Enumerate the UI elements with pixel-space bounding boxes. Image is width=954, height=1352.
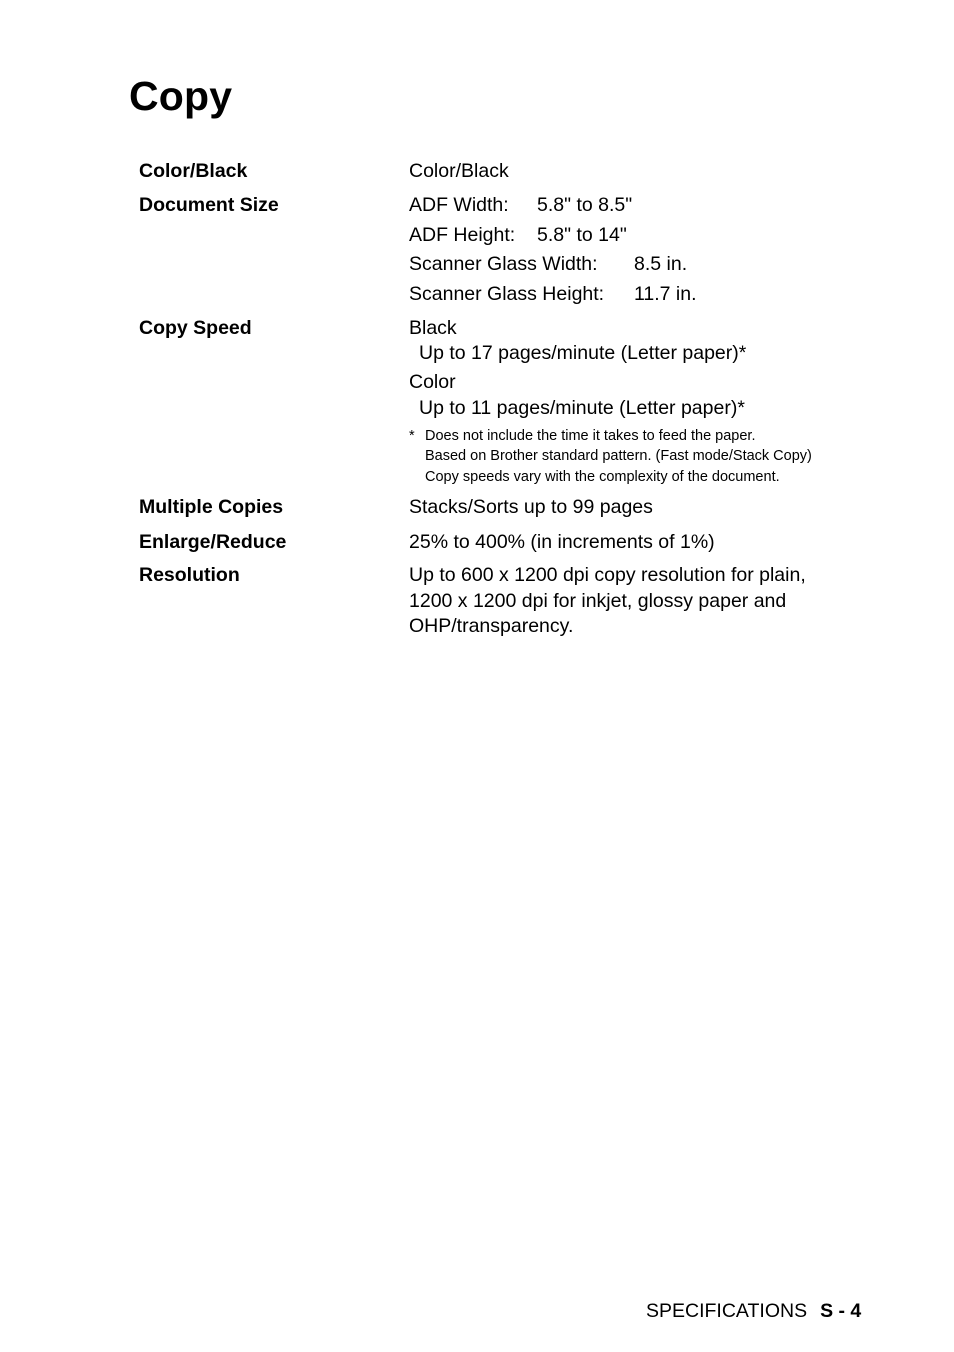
footnote-marker: * [409,428,415,444]
resolution-line: OHP/transparency. [409,615,574,637]
resolution-label: Resolution [139,564,240,586]
resolution-line: 1200 x 1200 dpi for inkjet, glossy paper and [409,590,787,612]
resolution-line: Up to 600 x 1200 dpi copy resolution for plain, [409,564,806,586]
footnote-line: Based on Brother standard pattern. (Fast mode/Stack Copy) [425,448,812,464]
footer-page-number: S - 4 [820,1300,862,1322]
footnote-line: Does not include the time it takes to feed the paper. [425,428,756,444]
multiple-copies-value: Stacks/Sorts up to 99 pages [409,496,653,518]
copy-speed-color-value: Up to 11 pages/minute (Letter paper)* [419,397,745,419]
color-black-value: Color/Black [409,160,509,182]
adf-width-key: ADF Width: [409,194,509,216]
adf-width-value: 5.8" to 8.5" [537,194,633,216]
copy-speed-color-heading: Color [409,371,456,393]
scanner-glass-height-key: Scanner Glass Height: [409,283,605,305]
footer-section-name: SPECIFICATIONS [646,1300,808,1322]
color-black-label: Color/Black [139,160,248,182]
footnote-line: Copy speeds vary with the complexity of the document. [425,469,780,485]
enlarge-reduce-value: 25% to 400% (in increments of 1%) [409,531,715,553]
copy-speed-label: Copy Speed [139,317,252,339]
page-footer [646,1300,861,1323]
scanner-glass-width-value: 8.5 in. [634,253,688,275]
adf-height-key: ADF Height: [409,224,516,246]
multiple-copies-label: Multiple Copies [139,496,284,518]
scanner-glass-height-value: 11.7 in. [634,283,697,305]
copy-speed-black-value: Up to 17 pages/minute (Letter paper)* [419,342,747,364]
scanner-glass-width-key: Scanner Glass Width: [409,253,598,275]
enlarge-reduce-label: Enlarge/Reduce [139,531,287,553]
document-size-label: Document Size [139,194,279,216]
adf-height-value: 5.8" to 14" [537,224,627,246]
copy-speed-black-heading: Black [409,317,457,339]
page-title: Copy [129,73,233,119]
